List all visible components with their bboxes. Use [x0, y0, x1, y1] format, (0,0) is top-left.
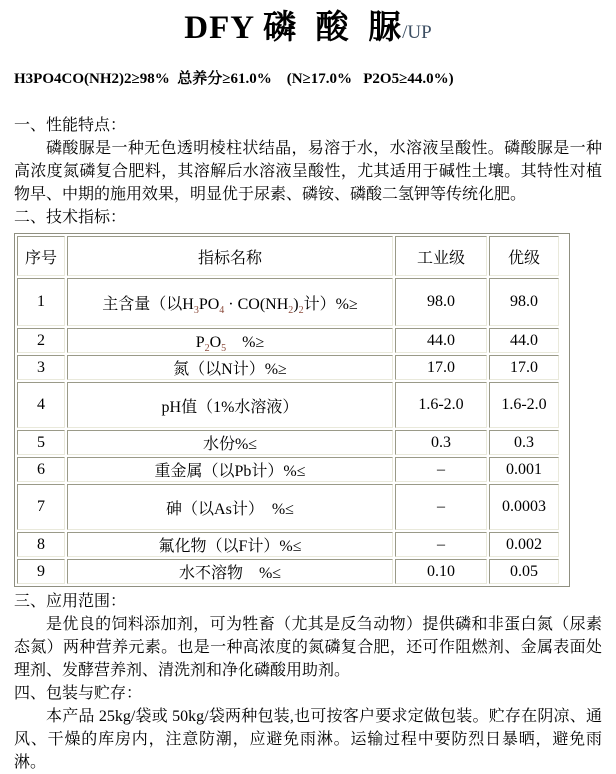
section-1-body: 磷酸脲是一种无色透明棱柱状结晶，易溶于水，水溶液呈酸性。磷酸脲是一种高浓度氮磷复合肥料，其溶解后水溶液呈酸性，尤其适用于碱性土壤。其特性对植物早、中期的施用效果，明显优于尿素、磷铵、磷酸二氢钾等传统化肥。	[14, 140, 602, 203]
cell-no: 9	[17, 559, 65, 584]
cell-no: 6	[17, 457, 65, 482]
cell-indicator-name: pH值（1%水溶液）	[67, 382, 393, 428]
cell-industrial-value: 17.0	[395, 355, 487, 380]
cell-indicator-name: 水不溶物 %≤	[67, 559, 393, 584]
column-header-indicator-name: 指标名称	[67, 236, 393, 276]
cell-industrial-value: –	[395, 532, 487, 557]
cell-industrial-value: –	[395, 457, 487, 482]
table-row	[17, 484, 559, 530]
column-header-premium-grade: 优级	[489, 236, 559, 276]
cell-premium-value: 17.0	[489, 355, 559, 380]
cell-indicator-name: 重金属（以Pb计）%≤	[67, 457, 393, 482]
cell-industrial-value: 0.10	[395, 559, 487, 584]
product-name-suffix: /UP	[402, 22, 432, 43]
cell-industrial-value: 0.3	[395, 430, 487, 455]
section-3-heading: 三、应用范围：	[14, 593, 127, 610]
page-title	[14, 6, 602, 54]
cell-premium-value: 0.0003	[489, 484, 559, 530]
table-row	[17, 278, 559, 326]
cell-indicator-name: 氮（以N计）%≥	[67, 355, 393, 380]
table-row	[17, 430, 559, 455]
cell-industrial-value: –	[395, 484, 487, 530]
cell-industrial-value: 1.6-2.0	[395, 382, 487, 428]
cell-indicator-name: 砷（以As计） %≤	[67, 484, 393, 530]
column-header-industrial-grade: 工业级	[395, 236, 487, 276]
cell-no: 3	[17, 355, 65, 380]
cell-premium-value: 0.001	[489, 457, 559, 482]
table-row	[17, 355, 559, 380]
chemical-spec-line: H3PO4CO(NH2)2≥98% 总养分≥61.0% (N≥17.0% P2O5≥44.0%)	[14, 71, 454, 87]
technical-indicators-table	[14, 233, 570, 587]
table-header-row	[17, 236, 559, 276]
table-row	[17, 559, 559, 584]
cell-premium-value: 0.002	[489, 532, 559, 557]
section-3-body: 是优良的饲料添加剂，可为牲畜（尤其是反刍动物）提供磷和非蛋白氮（尿素态氮）两种营养元素。也是一种高浓度的氮磷复合肥，还可作阻燃剂、金属表面处理剂、发酵营养剂、清洗剂和净化磷酸用助剂。	[14, 616, 602, 679]
table-row	[17, 382, 559, 428]
cell-indicator-name: 水份%≤	[67, 430, 393, 455]
cell-indicator-name: $P_2O_5$ %≥	[67, 328, 393, 353]
cell-no: 2	[17, 328, 65, 353]
cell-no: 7	[17, 484, 65, 530]
section-1-heading: 一、性能特点：	[14, 117, 127, 134]
section-4-body: 本产品 25kg/袋或 50kg/袋两种包装,也可按客户要求定做包装。贮存在阴凉、通风、干燥的库房内，注意防潮，应避免雨淋。运输过程中要防烈日暴晒，避免雨淋。	[14, 708, 602, 771]
cell-indicator-name: 氟化物（以F计）%≤	[67, 532, 393, 557]
cell-indicator-name: 主含量（以$H_3PO_4 \cdot CO(NH_2)_2$计）%≥	[67, 278, 393, 326]
cell-premium-value: 0.05	[489, 559, 559, 584]
table-row	[17, 457, 559, 482]
cell-premium-value: 1.6-2.0	[489, 382, 559, 428]
section-4-heading: 四、包装与贮存：	[14, 685, 143, 702]
product-name: DFY 磷 酸 脲	[184, 10, 403, 46]
cell-premium-value: 98.0	[489, 278, 559, 326]
table-row	[17, 532, 559, 557]
cell-premium-value: 0.3	[489, 430, 559, 455]
cell-no: 5	[17, 430, 65, 455]
table-row	[17, 328, 559, 353]
column-header-no: 序号	[17, 236, 65, 276]
cell-no: 1	[17, 278, 65, 326]
cell-premium-value: 44.0	[489, 328, 559, 353]
section-2-heading: 二、技术指标：	[14, 209, 127, 226]
cell-industrial-value: 98.0	[395, 278, 487, 326]
cell-industrial-value: 44.0	[395, 328, 487, 353]
cell-no: 4	[17, 382, 65, 428]
cell-no: 8	[17, 532, 65, 557]
